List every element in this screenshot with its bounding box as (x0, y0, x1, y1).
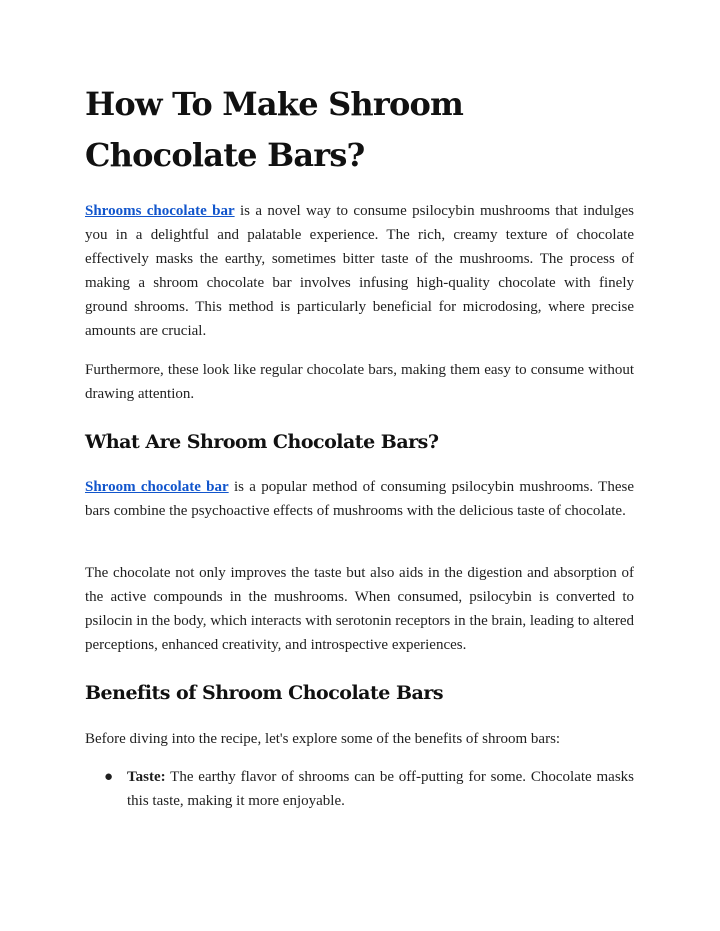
benefit-text: The earthy flavor of shrooms can be off-putting for some. Chocolate masks this taste, making it more enjoyable. (127, 769, 634, 809)
intro-paragraph-text: is a novel way to consume psilocybin mushrooms that indulges you in a delightful and palatable experience. The rich, creamy texture of chocolate effectively masks the earthy, sometimes bitter taste of the mushrooms. The process of making a shroom chocolate bar involves infusing high-quality chocolate with finely ground shrooms. This method is particularly beneficial for microdosing, where precise amounts are crucial. (85, 203, 634, 339)
intro-paragraph-2: Furthermore, these look like regular chocolate bars, making them easy to consume without drawing attention. (85, 362, 634, 402)
list-item (85, 765, 634, 813)
what-paragraph-1-text: is a popular method of consuming psilocybin mushrooms. These bars combine the psychoactive effects of mushrooms with the delicious taste of chocolate. (85, 479, 634, 519)
what-paragraph-2: The chocolate not only improves the taste but also aids in the digestion and absorption of the active compounds in the mushrooms. When consumed, psilocybin is converted to psilocin in the body, which interacts with serotonin receptors in the brain, leading to altered perceptions, enhanced creativity, and introspective experiences. (85, 565, 634, 653)
intro-paragraph (85, 199, 634, 343)
benefits-list (85, 765, 634, 813)
shrooms-chocolate-bar-link[interactable]: Shrooms chocolate bar (85, 203, 235, 219)
page-title: How To Make Shroom Chocolate Bars? (85, 85, 464, 174)
shroom-chocolate-bar-link[interactable]: Shroom chocolate bar (85, 479, 229, 495)
benefits-lead: Before diving into the recipe, let's explore some of the benefits of shroom bars: (85, 731, 561, 747)
section-heading-what: What Are Shroom Chocolate Bars? (85, 431, 439, 453)
bullet-icon: ● (104, 769, 114, 785)
section-heading-benefits: Benefits of Shroom Chocolate Bars (85, 682, 444, 704)
benefit-term: Taste: (127, 769, 166, 785)
what-paragraph-1 (85, 475, 634, 523)
